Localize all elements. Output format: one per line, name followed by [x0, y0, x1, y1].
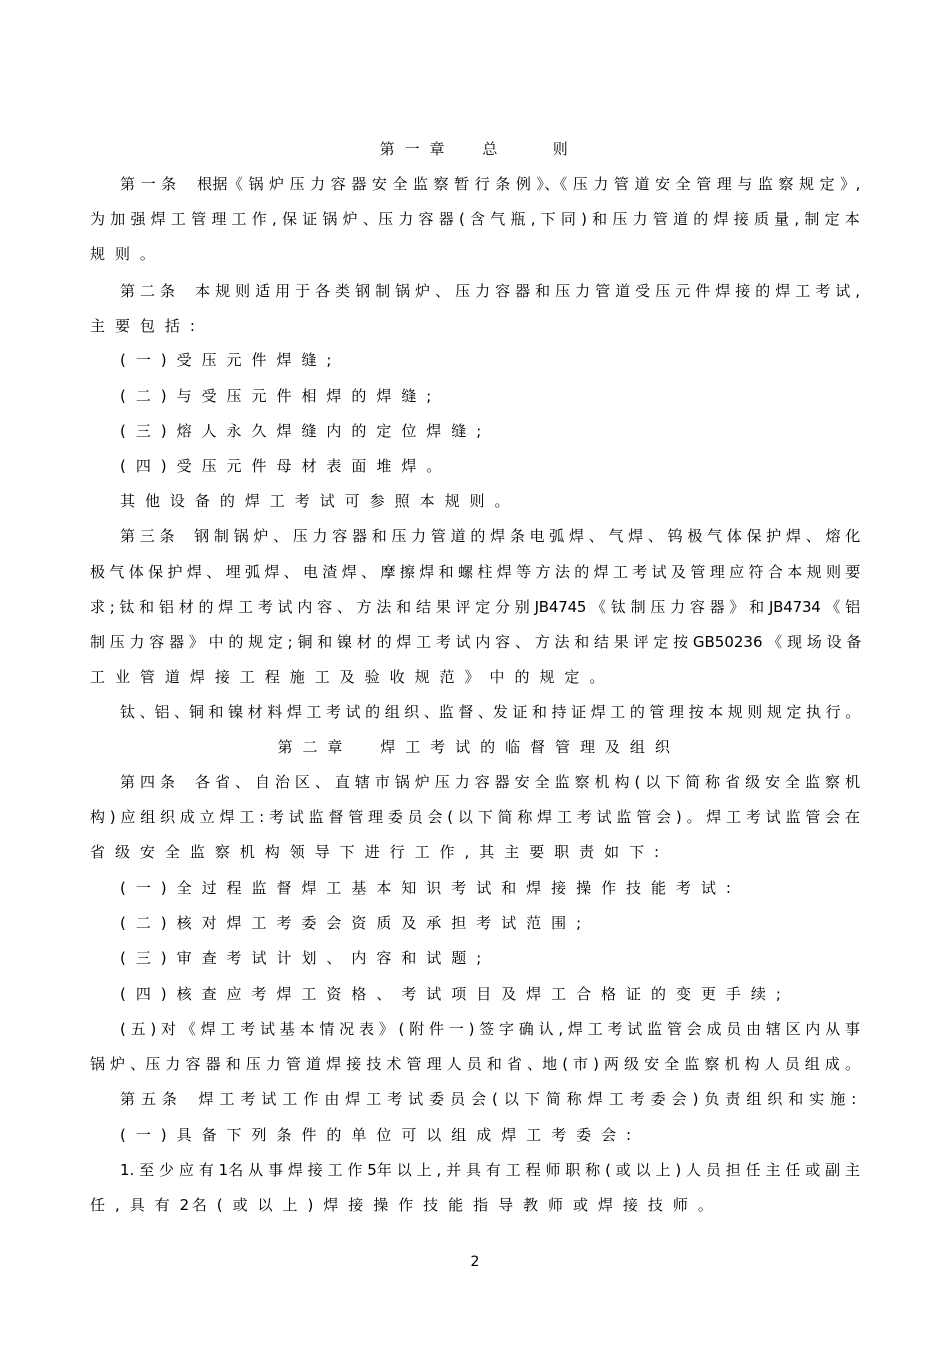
chapter-2-title: 第 二 章 焊 工 考 试 的 临 督 管 理 及 组 织	[277, 738, 673, 756]
article-2-item-2: ( 二 ) 与 受 压 元 件 相 焊 的 焊 缝 ;	[120, 387, 434, 405]
article-5-line-1: 第 五 条 焊 工 考 试 工 作 由 焊 工 考 试 委 员 会 ( 以 下 简 称 焊 工 考 委 会 ) 负 责 组 织 和 实 施 :	[120, 1090, 857, 1108]
article-1-line-2: 为 加 强 焊 工 管 理 工 作 , 保 证 锅 炉 、压 力 容 器 ( 含 气 瓶 , 下 同 ) 和 压 力 管 道 的 焊 接 质 量 , 制 定 本	[90, 210, 860, 228]
article-3-line-5: 工 业 管 道 焊 接 工 程 施 工 及 验 收 规 范 》 中 的 规 定 。	[90, 668, 607, 686]
chapter-1-title: 第 一 章 总 则	[379, 140, 571, 158]
article-3-line-6: 钛 、铝 、铜 和 镍 材 料 焊 工 考 试 的 组 织 、监 督 、发 证 和 持 证 焊 工 的 管 理 按 本 规 则 规 定 执 行 。	[120, 703, 860, 721]
article-2-item-3: ( 三 ) 熔 人 永 久 焊 缝 内 的 定 位 焊 缝 ;	[120, 422, 484, 440]
page-number: 2	[470, 1254, 480, 1270]
article-1-line-1: 第 一 条 根据《 锅 炉 压 力 容 器 安 全 监 察 暂 行 条 例 》、《 压 力 管 道 安 全 管 理 与 监 察 规 定 》,	[120, 175, 861, 193]
article-2-item-4: ( 四 ) 受 压 元 件 母 材 表 面 堆 焊 。	[120, 457, 444, 475]
article-4-line-1: 第 四 条 各 省 、 自 治 区 、 直 辖 市 锅 炉 压 力 容 器 安 全 监 察 机 构 ( 以 下 简 称 省 级 安 全 监 察 机	[120, 773, 860, 791]
article-4-item-5-line-1: ( 五 ) 对 《 焊 工 考 试 基 本 情 况 表 》 ( 附 件 一 ) 签 字 确 认 , 焊 工 考 试 监 管 会 成 员 由 辖 区 内 从 事	[120, 1020, 860, 1038]
article-4-item-1: ( 一 ) 全 过 程 监 督 焊 工 基 本 知 识 考 试 和 焊 接 操 作 技 能 考 试 :	[120, 879, 734, 897]
article-2-item-1: ( 一 ) 受 压 元 件 焊 缝 ;	[120, 351, 335, 369]
article-2-other: 其 他 设 备 的 焊 工 考 试 可 参 照 本 规 则 。	[120, 492, 513, 510]
article-4-item-3: ( 三 ) 审 查 考 试 计 划 、 内 容 和 试 题 ;	[120, 949, 484, 967]
article-4-item-2: ( 二 ) 核 对 焊 工 考 委 会 资 质 及 承 担 考 试 范 围 ;	[120, 914, 584, 932]
article-3-line-2: 极 气 体 保 护 焊 、 埋 弧 焊 、 电 渣 焊 、 摩 擦 焊 和 螺 柱 焊 等 方 法 的 焊 工 考 试 及 管 理 应 符 合 本 规 则 要	[90, 563, 861, 581]
article-4-line-3: 省 级 安 全 监 察 机 构 领 导 下 进 行 工 作 , 其 主 要 职 责 如 下 :	[90, 843, 662, 861]
article-5-point-1-line-2: 任 , 具 有 2名 ( 或 以 上 ) 焊 接 操 作 技 能 指 导 教 师 或 焊 接 技 师 。	[90, 1196, 716, 1214]
article-3-line-1: 第 三 条 钢 制 锅 炉 、 压 力 容 器 和 压 力 管 道 的 焊 条 电 弧 焊 、 气 焊 、 钨 极 气 体 保 护 焊 、 熔 化	[120, 527, 860, 545]
article-3-line-3: 求 ; 钛 和 铝 材 的 焊 工 考 试 内 容 、 方 法 和 结 果 评 定 分 别 JB4745 《 钛 制 压 力 容 器 》 和 JB4734 《 铝	[90, 598, 860, 616]
article-5-point-1-line-1: 1. 至 少 应 有 1名 从 事 焊 接 工 作 5年 以 上 , 并 具 有 工 程 师 职 称 ( 或 以 上 ) 人 员 担 任 主 任 或 副 主	[120, 1161, 860, 1179]
article-2-line-1: 第 二 条 本 规 则 适 用 于 各 类 钢 制 锅 炉 、 压 力 容 器 和 压 力 管 道 受 压 元 件 焊 接 的 焊 工 考 试 ,	[120, 282, 860, 300]
article-4-line-2: 构 ) 应 组 织 成 立 焊 工 : 考 试 监 督 管 理 委 员 会 ( 以 下 简 称 焊 工 考 试 监 管 会 ) 。 焊 工 考 试 监 管 会 在	[90, 808, 860, 826]
article-5-item-1: ( 一 ) 具 备 下 列 条 件 的 单 位 可 以 组 成 焊 工 考 委 会 :	[120, 1126, 634, 1144]
article-3-line-4: 制 压 力 容 器 》 中 的 规 定 ; 铜 和 镍 材 的 焊 工 考 试 内 容 、 方 法 和 结 果 评 定 按 GB50236 《 现 场 设 备	[90, 633, 862, 651]
article-1-line-3: 规 则 。	[90, 245, 158, 263]
article-2-line-2: 主 要 包 括 :	[90, 317, 198, 335]
article-4-item-4: ( 四 ) 核 查 应 考 焊 工 资 格 、 考 试 项 目 及 焊 工 合 格 证 的 变 更 手 续 ;	[120, 985, 784, 1003]
article-4-item-5-line-2: 锅 炉 、压 力 容 器 和 压 力 管 道 焊 接 技 术 管 理 人 员 和 省 、地 ( 市 ) 两 级 安 全 监 察 机 构 人 员 组 成 。	[90, 1055, 860, 1073]
